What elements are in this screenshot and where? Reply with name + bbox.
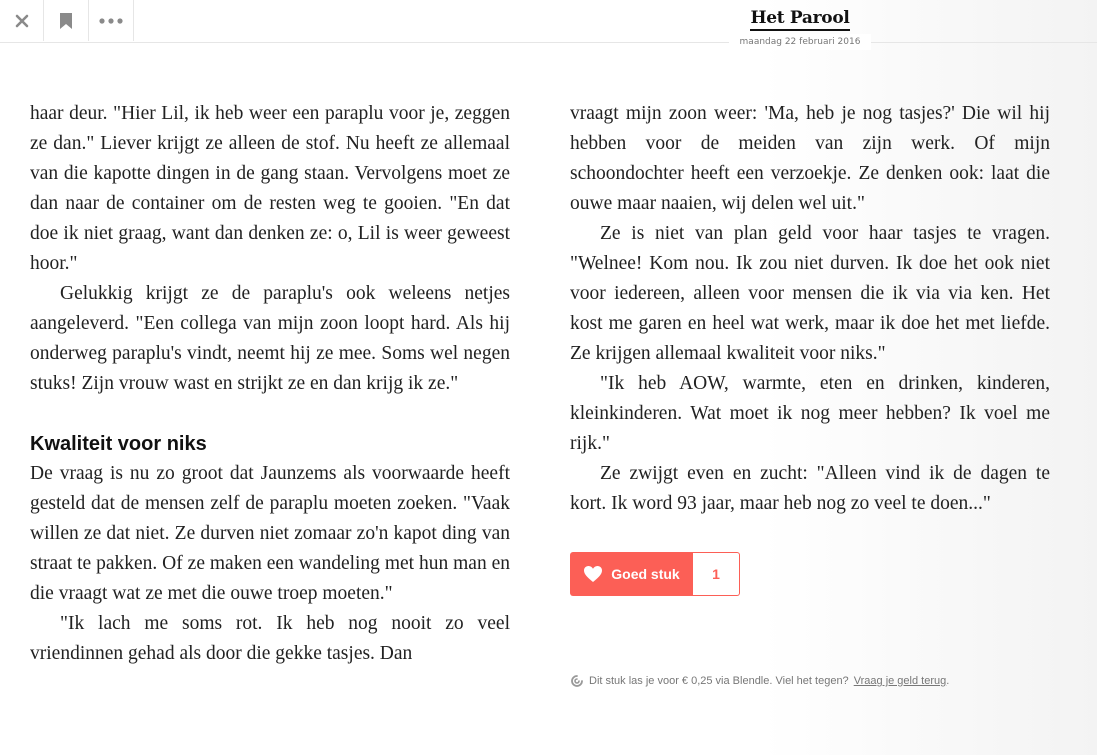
article-paragraph: Ze zwijgt even en zucht: "Alleen vind ik de dagen te kort. Ik word 93 jaar, maar heb nog zo veel te doen..." [570, 463, 1050, 514]
article-paragraph: haar deur. "Hier Lil, ik heb weer een paraplu voor je, zeggen ze dan." Liever krijgt ze alleen de stof. Nu heeft ze allemaal van die kapotte dingen in de gang staan. Vervolgens moet ze dan naar de container om de resten weg te gooien. "En dat doe ik niet graag, want dan denken ze: o, Lil is weer geweest hoor." [30, 103, 510, 274]
blendle-footer [570, 674, 949, 688]
publication-logo: Het Parool [750, 9, 849, 31]
like-button[interactable] [570, 552, 693, 596]
more-options-button[interactable] [88, 0, 134, 41]
article-column-left [30, 99, 510, 669]
blendle-icon [570, 674, 584, 688]
close-button[interactable] [0, 0, 44, 41]
article-paragraph: De vraag is nu zo groot dat Jaunzems als voorwaarde heeft gesteld dat de mensen zelf de paraplu moeten zoeken. "Vaak willen ze dat niet. Ze durven niet zomaar zo'n kapot ding van straat te pakken. Of ze maken een wandeling met hun man en die vraagt wat ze met die ouwe troep moeten." [30, 463, 510, 604]
article-column-right [570, 99, 1050, 519]
article-paragraph: "Ik lach me soms rot. Ik heb nog nooit zo veel vriendinnen gehad als door die gekke tasjes. Dan [30, 613, 510, 664]
article-subheading: Kwaliteit voor niks [30, 433, 207, 455]
article-paragraph: Gelukkig krijgt ze de paraplu's ook weleens netjes aangeleverd. "Een collega van mijn zoon loopt hard. Als hij onderweg paraplu's vindt, neemt hij ze mee. Soms wel negen stuks! Zijn vrouw wast en strijkt ze en dan krijg ik ze." [30, 283, 510, 394]
heart-icon [583, 565, 603, 583]
top-toolbar [0, 0, 1097, 43]
like-widget [570, 552, 740, 595]
like-count: 1 [693, 552, 740, 596]
like-label: Goed stuk [611, 566, 680, 582]
footer-suffix: . [946, 675, 950, 687]
article-paragraph: "Ik heb AOW, warmte, eten en drinken, kinderen, kleinkinderen. Wat moet ik nog meer hebben? Ik voel me rijk." [570, 373, 1050, 454]
footer-text: Dit stuk las je voor € 0,25 via Blendle. Viel het tegen? [589, 675, 849, 687]
close-icon [14, 13, 30, 29]
article-paragraph: vraagt mijn zoon weer: 'Ma, heb je nog tasjes?' Die wil hij hebben voor de meiden van zijn werk. Of mijn schoondochter heeft een verzoekje. Ze denken ook: laat die ouwe maar naaien, wij delen wel uit." [570, 103, 1050, 214]
bookmark-button[interactable] [43, 0, 89, 41]
publication-masthead [700, 8, 900, 31]
refund-link[interactable]: Vraag je geld terug [853, 675, 947, 687]
bookmark-icon [59, 12, 73, 30]
publication-date: maandag 22 februari 2016 [729, 34, 871, 50]
article-paragraph: Ze is niet van plan geld voor haar tasjes te vragen. "Welnee! Kom nou. Ik zou niet durven. Ik doe het ook niet voor iedereen, alleen voor mensen die ik via via ken. Het kost me garen en heel wat werk, maar ik doe het met liefde. Ze krijgen allemaal kwaliteit voor niks." [570, 223, 1050, 364]
more-icon [99, 18, 123, 24]
